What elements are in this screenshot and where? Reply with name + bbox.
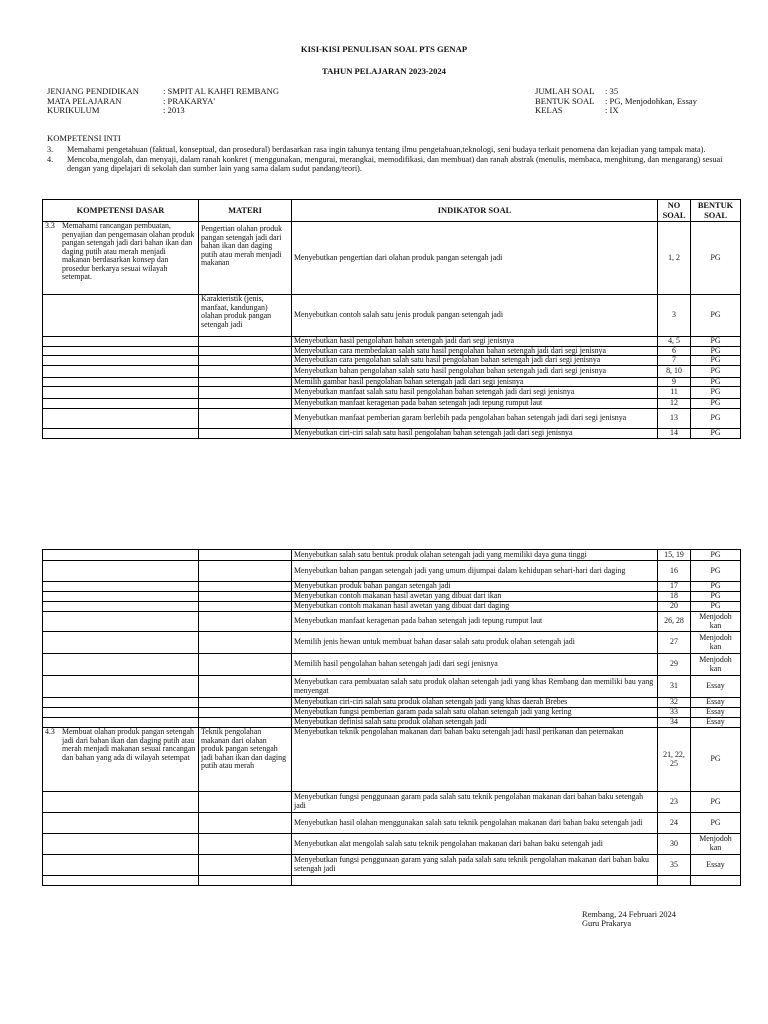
meta-value: : SMPIT AL KAHFI REMBANG xyxy=(163,86,280,96)
indikator-cell: Menyebutkan teknik pengolahan makanan dari bahan baku setengah jadi hasil perikanan dan peternakan xyxy=(292,728,658,792)
kd-cell xyxy=(43,222,199,295)
no-cell: 16 xyxy=(658,561,691,582)
table-row xyxy=(43,295,741,337)
indikator-cell: Menyebutkan produk bahan pangan setengah jadi xyxy=(292,582,658,592)
bentuk-cell: PG xyxy=(691,387,741,399)
materi-cell: Teknik pengolahan makanan dari olahan produk pangan setengah jadi bahan ikan dan daging putih atau merah xyxy=(199,728,292,792)
no-cell: 20 xyxy=(658,602,691,612)
indikator-cell: Menyebutkan pengertian dari olahan produk pangan setengah jadi xyxy=(292,222,658,295)
signature-place-date: Rembang, 24 Februari 2024 xyxy=(582,910,676,919)
bentuk-cell: PG xyxy=(691,582,741,592)
bentuk-cell: PG xyxy=(691,429,741,439)
bentuk-cell: Essay xyxy=(691,718,741,728)
table-row xyxy=(43,346,741,356)
document-title: KISI-KISI PENULISAN SOAL PTS GENAP xyxy=(300,44,468,54)
no-cell: 23 xyxy=(658,792,691,813)
bentuk-cell: Essay xyxy=(691,855,741,876)
bentuk-cell: PG xyxy=(691,813,741,834)
no-cell: 18 xyxy=(658,592,691,602)
kd-cell xyxy=(43,728,199,792)
indikator-cell: Menyebutkan contoh salah satu jenis produk pangan setengah jadi xyxy=(292,295,658,337)
bentuk-cell: PG xyxy=(691,561,741,582)
kd-text: Memahami rancangan pembuatan, penyajian dan pengemasan olahan produk pangan setengah jadi dari bahan ikan dan daging putih atau merah menjadi makanan berdasarkan konsep dan prosedur berkarya sesuai wilayah setempat. xyxy=(62,221,195,282)
table-row xyxy=(43,718,741,728)
meta-value: : PRAKARYA' xyxy=(163,95,215,106)
no-cell: 14 xyxy=(658,429,691,439)
materi-cell: Pengertian olahan produk pangan setengah jadi dari bahan ikan dan daging putih atau merah menjadi makanan xyxy=(199,222,292,295)
indikator-cell: Menyebutkan fungsi pemberian garam pada salah satu olahan setengah jadi yang kering xyxy=(292,708,658,718)
indikator-cell: Menyebutkan manfaat pemberian garam berlebih pada pengolahan bahan setengah jadi dari segi jenisnya xyxy=(292,409,658,429)
no-cell: 30 xyxy=(658,834,691,855)
bentuk-cell: PG xyxy=(691,222,741,295)
kisi-table-2 xyxy=(42,549,741,886)
meta-label: JUMLAH SOAL xyxy=(535,86,595,96)
no-cell: 9 xyxy=(658,377,691,387)
signature-role: Guru Prakarya xyxy=(582,919,632,929)
indikator-cell: Menyebutkan fungsi penggunaan garam yang salah pada salah satu teknik pengolahan makanan dari bahan baku setengah jadi xyxy=(292,855,658,876)
kd-number: 4.3 xyxy=(45,727,55,736)
bentuk-cell: PG xyxy=(691,592,741,602)
header-no-soal: NO SOAL xyxy=(658,200,691,222)
indikator-cell: Menyebutkan cara pembuatan salah satu produk olahan setengah jadi yang khas Rembang dan memiliki bau yang menyengat xyxy=(292,676,658,698)
header-materi: MATERI xyxy=(199,200,292,222)
bentuk-cell: PG xyxy=(691,346,741,356)
ki-number: 3. xyxy=(47,144,54,154)
table-row xyxy=(43,582,741,592)
meta-label: KURIKULUM xyxy=(47,105,100,116)
ki-text: Mencoba,mengolah, dan menyaji, dalam ranah konkret ( menggunakan, mengurai, merangkai, memodifikasi, dan membuat) dan ranah abstrak (menulis, membaca, menghitung, dan mengarang) sesuai dengan yang dipelajari di sekolah dan sumber lain yang sama dalam sudut pandang/teori). xyxy=(67,154,723,173)
meta-left xyxy=(47,87,279,116)
bentuk-cell: PG xyxy=(691,356,741,366)
kompetensi-inti xyxy=(47,134,727,173)
ki-text: Memahami pengetahuan (faktual, konseptual, dan prosedural) berdasarkan rasa ingin tahunya tentang ilmu pengetahuan,teknologi, seni budaya terkait penomena dan kejadian yang tampak mata). xyxy=(67,144,706,154)
no-cell: 21, 22, 25 xyxy=(658,728,691,792)
table-row xyxy=(43,365,741,377)
indikator-cell: Menyebutkan contoh makanan hasil awetan yang dibuat dari ikan xyxy=(292,592,658,602)
header-indikator: INDIKATOR SOAL xyxy=(292,200,658,222)
bentuk-cell: PG xyxy=(691,365,741,377)
table-row xyxy=(43,561,741,582)
kd-number: 3.3 xyxy=(45,221,55,230)
bentuk-cell: Menjodoh kan xyxy=(691,834,741,855)
no-cell: 4, 5 xyxy=(658,337,691,347)
no-cell: 12 xyxy=(658,399,691,409)
table-row xyxy=(43,337,741,347)
no-cell: 24 xyxy=(658,813,691,834)
indikator-cell: Menyebutkan manfaat keragenan pada bahan setengah jadi tepung rumput laut xyxy=(292,612,658,632)
no-cell: 35 xyxy=(658,855,691,876)
bentuk-cell: PG xyxy=(691,728,741,792)
indikator-cell: Menyebutkan bahan pengolahan salah satu hasil pengolahan bahan setengah jadi dari segi jenisnya xyxy=(292,365,658,377)
table-row xyxy=(43,792,741,813)
table-row xyxy=(43,399,741,409)
table-row xyxy=(43,602,741,612)
indikator-cell: Menyebutkan ciri-ciri salah satu produk olahan setengah jadi yang khas daerah Brebes xyxy=(292,698,658,708)
indikator-cell: Menyebutkan contoh makanan hasil awetan yang dibuat dari daging xyxy=(292,602,658,612)
table-row xyxy=(43,708,741,718)
table-row xyxy=(43,834,741,855)
indikator-cell: Menyebutkan fungsi penggunaan garam pada salah satu teknik pengolahan makanan dari bahan baku setengah jadi xyxy=(292,792,658,813)
signature-block xyxy=(582,910,676,929)
no-cell: 1, 2 xyxy=(658,222,691,295)
indikator-cell: Menyebutkan bahan pangan setengah jadi yang umum dijumpai dalam kehidupan sehari-hari dari daging xyxy=(292,561,658,582)
bentuk-cell: PG xyxy=(691,602,741,612)
kd-text: Membuat olahan produk pangan setengah jadi dari bahan ikan dan daging putih atau merah menjadi makanan sesuai rancangan dan bahan yang ada di wilayah setempat xyxy=(62,727,196,762)
bentuk-cell: PG xyxy=(691,377,741,387)
meta-value: : 35 xyxy=(605,86,619,96)
indikator-cell: Menyebutkan cara pengolahan salah satu hasil pengolahan bahan setengah jadi dari segi jenisnya xyxy=(292,356,658,366)
meta-row xyxy=(535,106,697,116)
table-row xyxy=(43,676,741,698)
indikator-cell: Menyebutkan cara membedakan salah satu hasil pengolahan bahan setengah jadi dari segi jenisnya xyxy=(292,346,658,356)
no-cell: 29 xyxy=(658,654,691,676)
no-cell: 32 xyxy=(658,698,691,708)
table-row xyxy=(43,654,741,676)
indikator-cell: Menyebutkan manfaat keragenan pada bahan setengah jadi tepung rumput laut xyxy=(292,399,658,409)
table-row xyxy=(43,728,741,792)
no-cell: 33 xyxy=(658,708,691,718)
bentuk-cell: Menjodoh kan xyxy=(691,654,741,676)
table-row xyxy=(43,429,741,439)
no-cell: 34 xyxy=(658,718,691,728)
document-subtitle: TAHUN PELAJARAN 2023-2024 xyxy=(322,66,446,76)
indikator-cell: Memilih jenis hewan untuk membuat bahan dasar salah satu produk olahan setengah jadi xyxy=(292,632,658,654)
meta-value: : PG, Menjodohkan, Essay xyxy=(605,95,697,106)
bentuk-cell: PG xyxy=(691,409,741,429)
bentuk-cell: PG xyxy=(691,399,741,409)
table-row xyxy=(43,632,741,654)
table-row xyxy=(43,698,741,708)
table-row xyxy=(43,377,741,387)
bentuk-cell: Essay xyxy=(691,698,741,708)
no-cell: 13 xyxy=(658,409,691,429)
indikator-cell: Menyebutkan hasil olahan menggunakan salah satu teknik pengolahan makanan dari bahan baku setengah jadi xyxy=(292,813,658,834)
table-row xyxy=(43,409,741,429)
bentuk-cell: Essay xyxy=(691,676,741,698)
no-cell: 3 xyxy=(658,295,691,337)
header-bentuk-soal: BENTUK SOAL xyxy=(691,200,741,222)
bentuk-cell: Essay xyxy=(691,708,741,718)
meta-label: MATA PELAJARAN xyxy=(47,95,122,106)
meta-label: BENTUK SOAL xyxy=(535,95,595,106)
table-row xyxy=(43,813,741,834)
indikator-cell: Memilih gambar hasil pengolahan bahan setengah jadi dari segi jenisnya xyxy=(292,377,658,387)
indikator-cell: Menyebutkan hasil pengolahan bahan setengah jadi dari segi jenisnya xyxy=(292,337,658,347)
table-row xyxy=(43,876,741,886)
bentuk-cell: PG xyxy=(691,295,741,337)
no-cell: 31 xyxy=(658,676,691,698)
no-cell: 6 xyxy=(658,346,691,356)
no-cell: 11 xyxy=(658,387,691,399)
meta-label: JENJANG PENDIDIKAN xyxy=(47,86,139,96)
materi-cell: Karakteristik (jenis, manfaat, kandungan) olahan produk pangan setengah jadi xyxy=(199,295,292,337)
table-row xyxy=(43,592,741,602)
indikator-cell: Menyebutkan manfaat salah satu hasil pengolahan bahan setengah jadi dari segi jenisnya xyxy=(292,387,658,399)
ki-item xyxy=(47,155,727,173)
meta-value: : IX xyxy=(605,105,619,116)
ki-item xyxy=(47,145,727,154)
table-row xyxy=(43,387,741,399)
indikator-cell: Menyebutkan ciri-ciri salah satu hasil pengolahan bahan setengah jadi dari segi jenisnya xyxy=(292,429,658,439)
table-row xyxy=(43,550,741,561)
meta-value: : 2013 xyxy=(163,105,185,116)
bentuk-cell: PG xyxy=(691,792,741,813)
no-cell: 26, 28 xyxy=(658,612,691,632)
kisi-table-1 xyxy=(42,199,741,439)
no-cell: 8, 10 xyxy=(658,365,691,377)
table-row xyxy=(43,222,741,295)
table-row xyxy=(43,356,741,366)
indikator-cell: Menyebutkan alat mengolah salah satu teknik pengolahan makanan dari bahan baku setengah jadi xyxy=(292,834,658,855)
no-cell: 7 xyxy=(658,356,691,366)
ki-number: 4. xyxy=(47,154,54,164)
table-row xyxy=(43,855,741,876)
meta-right xyxy=(535,87,697,116)
indikator-cell: Memilih hasil pengolahan bahan setengah jadi dari segi jenisnya xyxy=(292,654,658,676)
no-cell: 17 xyxy=(658,582,691,592)
ki-heading: KOMPETENSI INTI xyxy=(47,133,121,143)
bentuk-cell: Menjodoh kan xyxy=(691,632,741,654)
meta-row xyxy=(47,106,279,116)
kd-cell xyxy=(43,295,199,337)
indikator-cell: Menyebutkan definisi salah satu produk olahan setengah jadi xyxy=(292,718,658,728)
header-kompetensi-dasar: KOMPETENSI DASAR xyxy=(43,200,199,222)
bentuk-cell: PG xyxy=(691,337,741,347)
table-row xyxy=(43,612,741,632)
no-cell: 27 xyxy=(658,632,691,654)
no-cell: 15, 19 xyxy=(658,550,691,561)
bentuk-cell: Menjodoh kan xyxy=(691,612,741,632)
indikator-cell: Menyebutkan salah satu bentuk produk olahan setengah jadi yang memiliki daya guna tinggi xyxy=(292,550,658,561)
meta-label: KELAS xyxy=(535,105,563,116)
bentuk-cell: PG xyxy=(691,550,741,561)
